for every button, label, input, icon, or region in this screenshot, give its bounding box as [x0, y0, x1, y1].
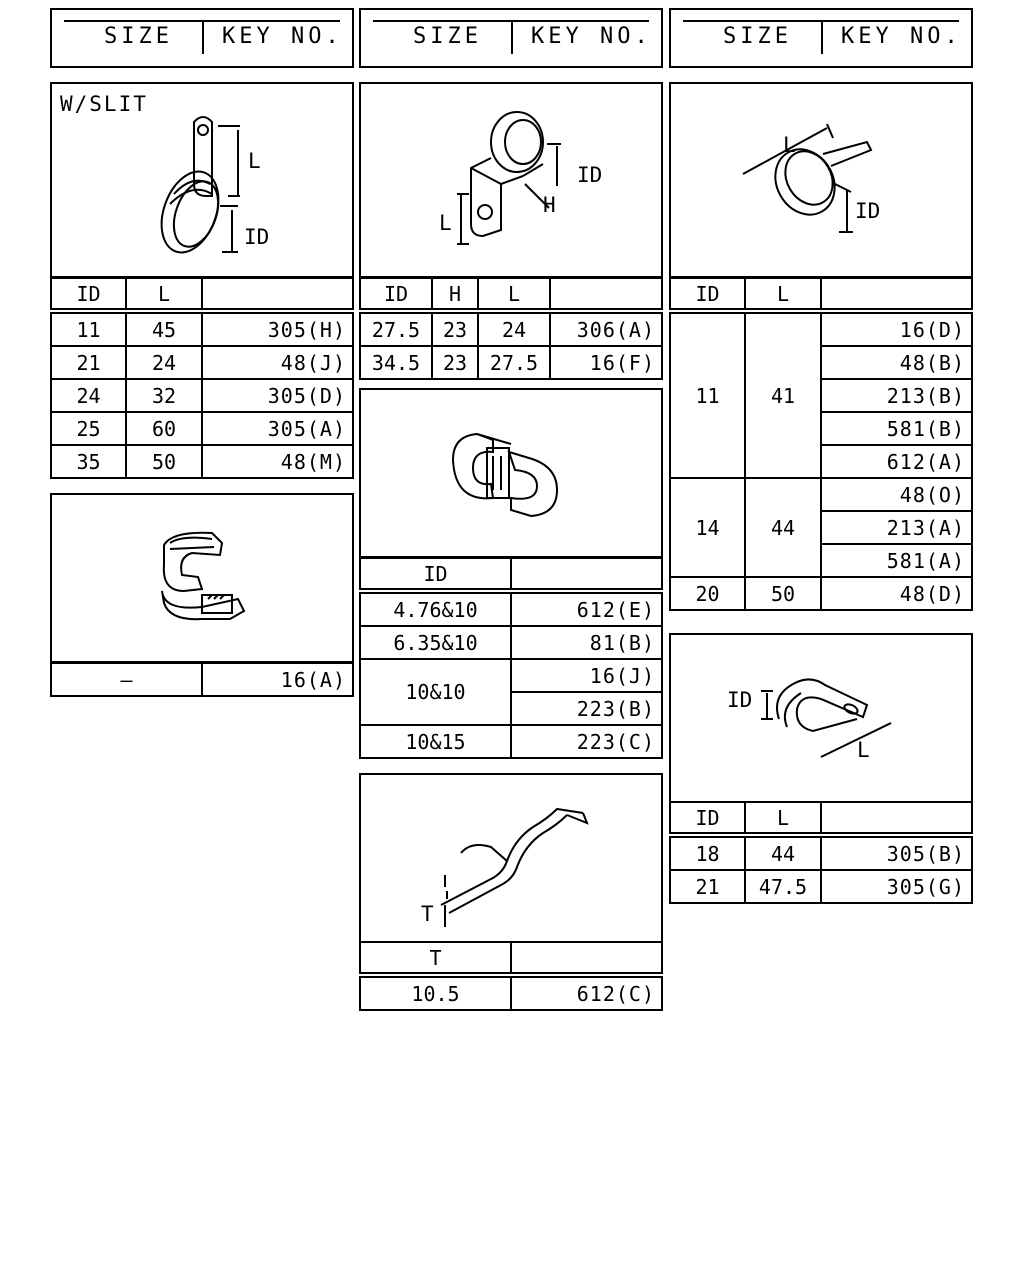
cell-id: 25: [51, 412, 126, 445]
table-row: [360, 346, 662, 379]
clip-holder-table: [50, 662, 354, 697]
table-header-row: [360, 278, 662, 311]
double-clip-drawing: [361, 390, 661, 556]
cell-id: 24: [51, 379, 126, 412]
cell-l: 45: [126, 311, 202, 346]
wave-spring-drawing: [361, 775, 661, 941]
cell-l: 44: [745, 835, 821, 870]
table-row: [360, 311, 662, 346]
dim-label-t: T: [421, 902, 434, 926]
bracket-clamp-drawing: [361, 84, 661, 276]
cell-key[interactable]: 48(D): [821, 577, 972, 610]
cell-key[interactable]: 305(H): [202, 311, 353, 346]
cell-l: 24: [126, 346, 202, 379]
header-key-label: KEY NO.: [531, 24, 652, 49]
cell-id: 18: [670, 835, 745, 870]
cell-key[interactable]: 223(B): [511, 692, 662, 725]
cell-l: 24: [478, 311, 550, 346]
col-id: ID: [670, 802, 745, 835]
cell-id: 14: [670, 478, 745, 577]
cell-key[interactable]: 16(D): [821, 311, 972, 346]
table-row: [51, 346, 353, 379]
cell-key[interactable]: 581(A): [821, 544, 972, 577]
cell-l: 27.5: [478, 346, 550, 379]
cell-id: 10&10: [360, 659, 511, 725]
cell-l: 44: [745, 478, 821, 577]
dim-label-l: L: [248, 149, 261, 173]
col-l: L: [478, 278, 550, 311]
header-divider: [202, 22, 204, 54]
cell-key[interactable]: 305(G): [821, 870, 972, 903]
table-row: [670, 478, 972, 511]
col-t: T: [360, 942, 511, 975]
table-header-row: [51, 278, 353, 311]
header-divider: [821, 22, 823, 54]
table-header-row: [360, 558, 662, 591]
table-row: [670, 870, 972, 903]
cell-id: 4.76&10: [360, 591, 511, 626]
header-size-label: SIZE: [104, 24, 173, 49]
cell-key[interactable]: 16(J): [511, 659, 662, 692]
p-clip-table: [669, 801, 973, 904]
clip-holder-illustration-box: [50, 493, 354, 663]
cell-key[interactable]: 305(B): [821, 835, 972, 870]
header-divider: [511, 22, 513, 54]
cell-key[interactable]: 213(A): [821, 511, 972, 544]
header-key-label: KEY NO.: [222, 24, 343, 49]
ring-clamp-illustration-box: [669, 82, 973, 278]
dim-label-id: ID: [855, 199, 881, 223]
cell-key[interactable]: 48(O): [821, 478, 972, 511]
cell-key[interactable]: 81(B): [511, 626, 662, 659]
cell-key[interactable]: 48(J): [202, 346, 353, 379]
col-key: [821, 278, 972, 311]
cell-key[interactable]: 16(A): [202, 663, 353, 696]
cell-key[interactable]: 305(D): [202, 379, 353, 412]
p-clip-drawing: [671, 635, 971, 801]
cell-key[interactable]: 48(B): [821, 346, 972, 379]
col-id: ID: [360, 558, 511, 591]
table-row: [360, 975, 662, 1010]
cell-l: 32: [126, 379, 202, 412]
slit-note: W/SLIT: [60, 92, 148, 116]
table-row: [670, 835, 972, 870]
table-header-row: [670, 278, 972, 311]
col-key: [511, 942, 662, 975]
cell-l: 47.5: [745, 870, 821, 903]
table-row: [51, 379, 353, 412]
col-id: ID: [360, 278, 432, 311]
col-key: [821, 802, 972, 835]
double-clip-illustration-box: [359, 388, 663, 558]
wave-spring-illustration-box: [359, 773, 663, 943]
dim-label-id: ID: [577, 163, 603, 187]
cell-size: —: [51, 663, 202, 696]
cell-id: 34.5: [360, 346, 432, 379]
header-box-3: [669, 8, 973, 68]
dim-label-l: L: [857, 738, 870, 762]
clip-holder-drawing: [52, 495, 352, 661]
cell-key[interactable]: 612(A): [821, 445, 972, 478]
table-row: [51, 445, 353, 478]
cell-key[interactable]: 612(C): [511, 975, 662, 1010]
cell-key[interactable]: 612(E): [511, 591, 662, 626]
cell-key[interactable]: 213(B): [821, 379, 972, 412]
double-clip-table: [359, 557, 663, 759]
cell-key[interactable]: 581(B): [821, 412, 972, 445]
col-key: [511, 558, 662, 591]
cell-id: 21: [670, 870, 745, 903]
slit-clamp-drawing: [52, 84, 352, 276]
cell-h: 23: [432, 311, 478, 346]
table-row: [670, 311, 972, 346]
col-id: ID: [670, 278, 745, 311]
col-h: H: [432, 278, 478, 311]
header-size-label: SIZE: [723, 24, 792, 49]
cell-id: 21: [51, 346, 126, 379]
header-key-label: KEY NO.: [841, 24, 962, 49]
slit-clamp-illustration-box: [50, 82, 354, 278]
cell-key[interactable]: 306(A): [550, 311, 662, 346]
bracket-clamp-illustration-box: [359, 82, 663, 278]
table-row: [670, 577, 972, 610]
cell-key[interactable]: 16(F): [550, 346, 662, 379]
cell-id: 10&15: [360, 725, 511, 758]
cell-l: 50: [126, 445, 202, 478]
table-row: [360, 725, 662, 758]
cell-t: 10.5: [360, 975, 511, 1010]
ring-clamp-drawing: [671, 84, 971, 276]
dim-label-id: ID: [244, 225, 270, 249]
header-box-2: [359, 8, 663, 68]
table-row: [51, 663, 353, 696]
ring-clamp-table: [669, 277, 973, 611]
table-row: [360, 659, 662, 692]
dim-label-l: L: [439, 211, 452, 235]
cell-id: 11: [670, 311, 745, 478]
cell-key[interactable]: 48(M): [202, 445, 353, 478]
cell-h: 23: [432, 346, 478, 379]
cell-key[interactable]: 223(C): [511, 725, 662, 758]
table-header-row: [360, 942, 662, 975]
cell-id: 20: [670, 577, 745, 610]
slit-clamp-table: [50, 277, 354, 479]
col-l: L: [126, 278, 202, 311]
col-l: L: [745, 802, 821, 835]
dim-label-h: H: [543, 193, 556, 217]
col-key: [550, 278, 662, 311]
col-l: L: [745, 278, 821, 311]
bracket-clamp-table: [359, 277, 663, 380]
col-id: ID: [51, 278, 126, 311]
cell-id: 27.5: [360, 311, 432, 346]
cell-id: 35: [51, 445, 126, 478]
header-size-label: SIZE: [413, 24, 482, 49]
col-key: [202, 278, 353, 311]
dim-label-id: ID: [727, 688, 753, 712]
cell-id: 6.35&10: [360, 626, 511, 659]
cell-l: 50: [745, 577, 821, 610]
table-row: [51, 412, 353, 445]
table-row: [360, 626, 662, 659]
cell-id: 11: [51, 311, 126, 346]
dim-label-l: L: [783, 133, 796, 157]
p-clip-illustration-box: [669, 633, 973, 803]
cell-l: 41: [745, 311, 821, 478]
cell-key[interactable]: 305(A): [202, 412, 353, 445]
table-row: [360, 591, 662, 626]
header-box-1: [50, 8, 354, 68]
table-header-row: [670, 802, 972, 835]
table-row: [51, 311, 353, 346]
cell-l: 60: [126, 412, 202, 445]
wave-spring-table: [359, 941, 663, 1011]
